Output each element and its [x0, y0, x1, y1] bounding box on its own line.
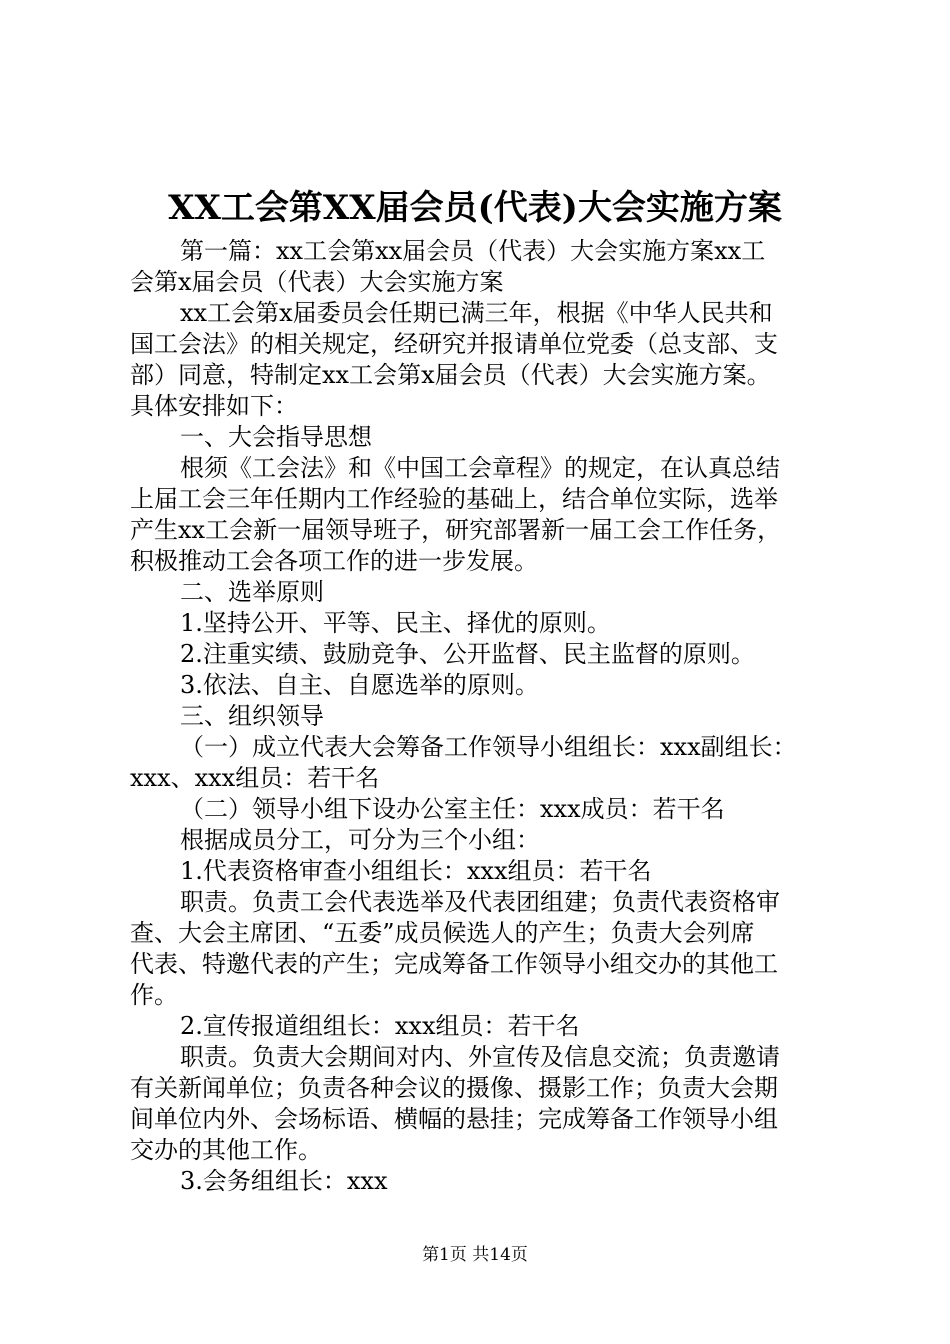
list-item: 3.会务组组长：xxx — [180, 1167, 388, 1195]
text-line: xxx、xxx组员：若干名 — [130, 764, 380, 792]
list-item: 2.注重实绩、鼓励竞争、公开监督、民主监督的原则。 — [180, 640, 755, 668]
text-line: 职责。负责工会代表选举及代表团组建；负责代表资格审 — [180, 888, 780, 916]
text-line: 国工会法》的相关规定，经研究并报请单位党委（总支部、支 — [130, 330, 778, 358]
text-line: 作。 — [130, 981, 178, 1009]
section-heading: 二、选举原则 — [180, 578, 324, 606]
text-line: 代表、特邀代表的产生；完成筹备工作领导小组交办的其他工 — [130, 950, 778, 978]
list-item: 3.依法、自主、自愿选举的原则。 — [180, 671, 539, 699]
text-line: 间单位内外、会场标语、横幅的悬挂；完成筹备工作领导小组 — [130, 1105, 778, 1133]
text-line: 职责。负责大会期间对内、外宣传及信息交流；负责邀请 — [180, 1043, 780, 1071]
text-line: 根据成员分工，可分为三个小组： — [180, 826, 540, 854]
text-line: 根须《工会法》和《中国工会章程》的规定，在认真总结 — [180, 454, 780, 482]
text-line: 积极推动工会各项工作的进一步发展。 — [130, 547, 538, 575]
section-heading: 三、组织领导 — [180, 702, 324, 730]
document-title: XX工会第XX届会员(代表)大会实施方案 — [168, 188, 782, 228]
document-body — [130, 236, 836, 1197]
text-line: （一）成立代表大会筹备工作领导小组组长：xxx副组长： — [180, 733, 797, 761]
text-line: 有关新闻单位；负责各种会议的摄像、摄影工作；负责大会期 — [130, 1074, 778, 1102]
text-line: 第一篇：xx工会第xx届会员（代表）大会实施方案xx工 — [180, 237, 766, 265]
text-line: （二）领导小组下设办公室主任：xxx成员：若干名 — [180, 795, 725, 823]
text-line: 具体安排如下： — [130, 392, 298, 420]
page-footer: 第1页 共14页 — [422, 1245, 528, 1265]
text-line: 会第x届会员（代表）大会实施方案 — [130, 268, 504, 296]
section-heading: 一、大会指导思想 — [180, 423, 372, 451]
list-item: 1.坚持公开、平等、民主、择优的原则。 — [180, 609, 611, 637]
text-line: 部）同意，特制定xx工会第x届会员（代表）大会实施方案。 — [130, 361, 771, 389]
list-item: 1.代表资格审查小组组长：xxx组员：若干名 — [180, 857, 652, 885]
text-line: 产生xx工会新一届领导班子，研究部署新一届工会工作任务， — [130, 516, 782, 544]
list-item: 2.宣传报道组组长：xxx组员：若干名 — [180, 1012, 580, 1040]
text-line: 上届工会三年任期内工作经验的基础上，结合单位实际，选举 — [130, 485, 778, 513]
text-line: 交办的其他工作。 — [130, 1136, 322, 1164]
text-line: xx工会第x届委员会任期已满三年，根据《中华人民共和 — [180, 299, 773, 327]
text-line: 查、大会主席团、“五委”成员候选人的产生；负责大会列席 — [130, 919, 755, 947]
